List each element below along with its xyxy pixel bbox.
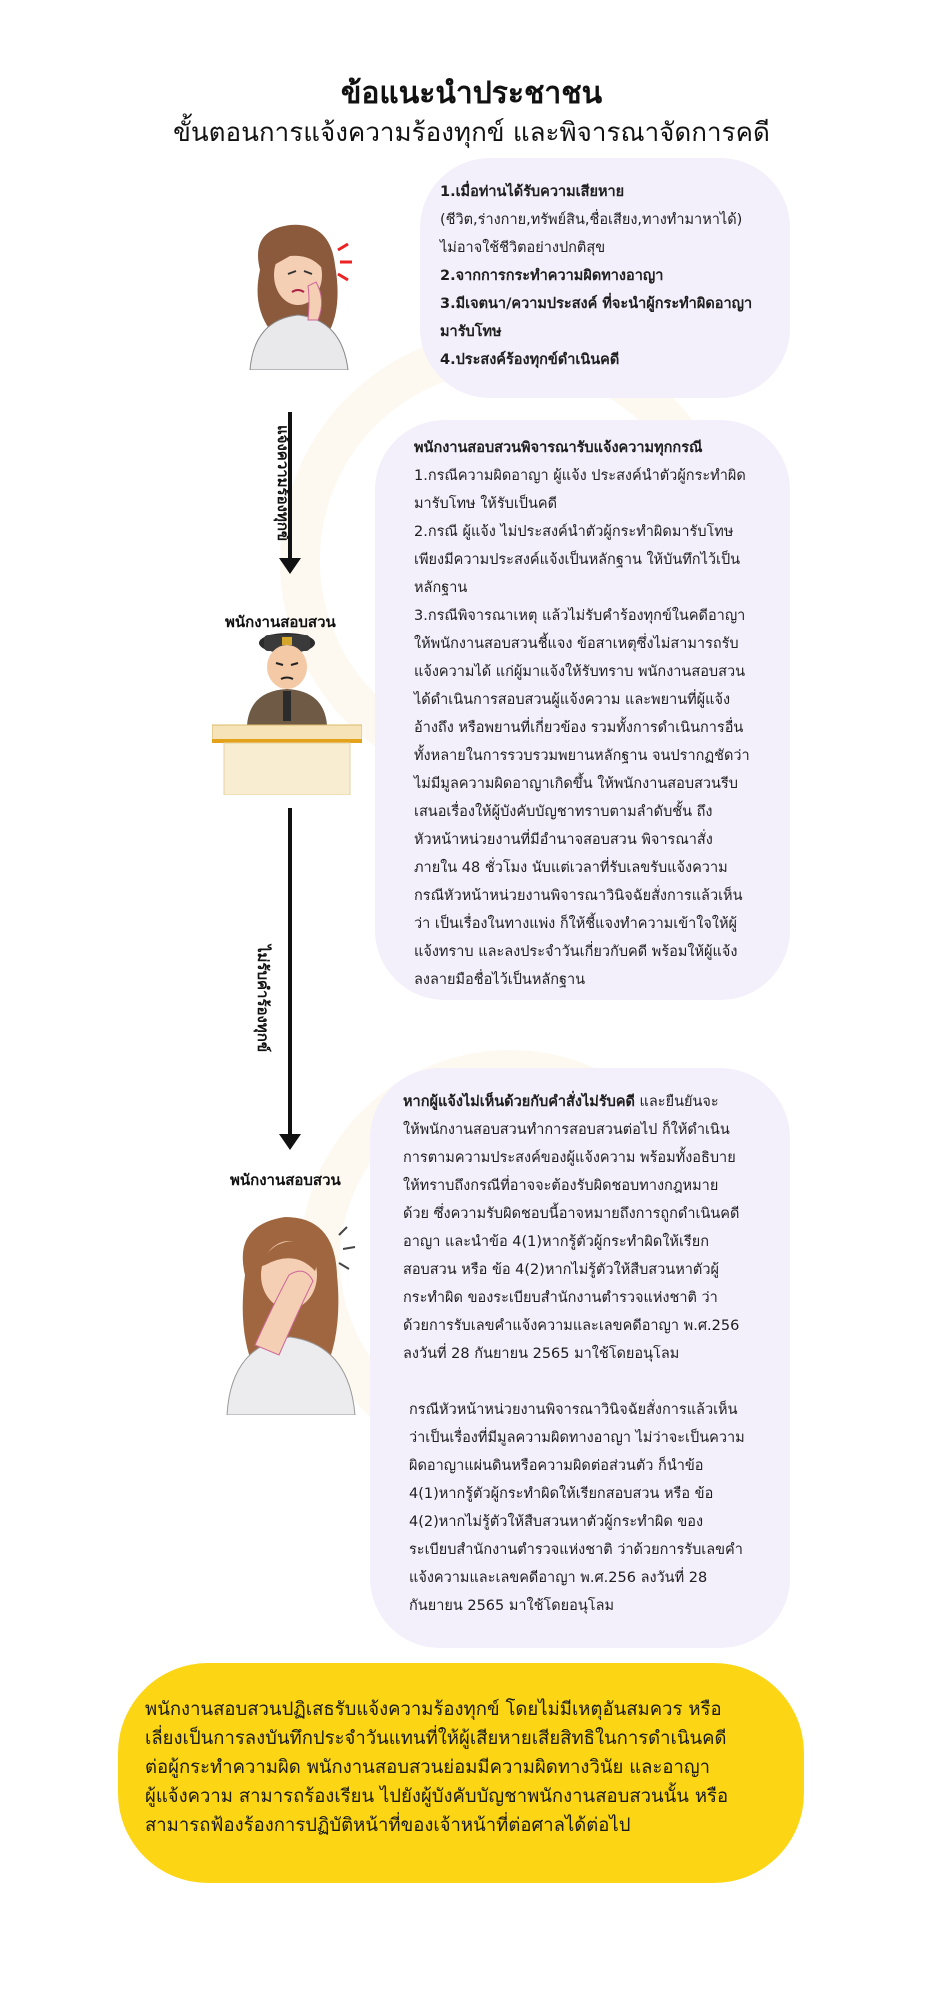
- flow-arrow-head-2: [279, 1134, 301, 1150]
- chief-decision-line: ว่าเป็นเรื่องที่มีมูลความผิดทางอาญา ไม่ว่าจะเป็นความ: [409, 1430, 745, 1446]
- consideration-line: เพียงมีความประสงค์แจ้งเป็นหลักฐาน ให้บันทึกไว้เป็น: [414, 552, 741, 568]
- disagreement-line: การตามความประสงค์ของผู้แจ้งความ พร้อมทั้งอธิบาย: [403, 1150, 736, 1166]
- condition-3: 3.มีเจตนา/ความประสงค์ ที่จะนำผู้กระทำผิดอาญา: [440, 296, 753, 312]
- consideration-line: ให้พนักงานสอบสวนชี้แจง ข้อสาเหตุซึ่งไม่สามารถรับ: [414, 636, 739, 652]
- condition-2: 2.จากการกระทำความผิดทางอาญา: [440, 268, 664, 284]
- chief-decision-line: 4(2)หากไม่รู้ตัวให้สืบสวนหาตัวผู้กระทำผิด ของ: [409, 1514, 704, 1530]
- consideration-line: 3.กรณีพิจารณาเหตุ แล้วไม่รับคำร้องทุกข์ในคดีอาญา: [414, 608, 746, 624]
- consideration-line: ทั้งหลายในการรวบรวมพยานหลักฐาน จนปรากฏชัดว่า: [414, 748, 750, 764]
- consideration-line: ไม่มีมูลความผิดอาญาเกิดขึ้น ให้พนักงานสอบสวนรีบ: [414, 776, 738, 792]
- conditions-text: [440, 178, 790, 374]
- condition-1-detail: (ชีวิต,ร่างกาย,ทรัพย์สิน,ชื่อเสียง,ทางทำมาหาได้): [440, 212, 743, 228]
- warning-text: [145, 1695, 785, 1840]
- officer-label-2: พนักงานสอบสวน: [230, 1171, 341, 1189]
- warning-line: พนักงานสอบสวนปฏิเสธรับแจ้งความร้องทุกข์ โดยไม่มีเหตุอันสมควร หรือ: [145, 1699, 722, 1720]
- disagreement-heading-rest: และยืนยันจะ: [634, 1094, 719, 1110]
- page-title: ข้อแนะนำประชาชน: [340, 76, 603, 111]
- flow-arrow-line-2: [288, 808, 292, 1138]
- disagreement-line: ให้ทราบถึงกรณีที่อาจจะต้องรับผิดชอบทางกฎหมาย: [403, 1178, 719, 1194]
- disagreement-line: อาญา และนำข้อ 4(1)หากรู้ตัวผู้กระทำผิดให้เรียก: [403, 1234, 709, 1250]
- consideration-line: มารับโทษ ให้รับเป็นคดี: [414, 496, 558, 512]
- consideration-line: เสนอเรื่องให้ผู้บังคับบัญชาทราบตามลำดับชั้น ถึง: [414, 804, 713, 820]
- consideration-line: หลักฐาน: [414, 580, 468, 596]
- consideration-line: ได้ดำเนินการสอบสวนผู้แจ้งความ และพยานที่ผู้แจ้ง: [414, 692, 731, 708]
- consideration-line: ภายใน 48 ชั่วโมง นับแต่เวลาที่รับเลขรับแจ้งความ: [414, 860, 728, 876]
- consideration-line: แจ้งความได้ แก่ผู้มาแจ้งให้รับทราบ พนักงานสอบสวน: [414, 664, 746, 680]
- upset-woman-illustration: [215, 1205, 365, 1415]
- warning-line: ผู้แจ้งความ สามารถร้องเรียน ไปยังผู้บังคับบัญชาพนักงานสอบสวนนั้น หรือ: [145, 1786, 729, 1807]
- consideration-heading: พนักงานสอบสวนพิจารณารับแจ้งความทุกกรณี: [414, 440, 703, 456]
- officer-label: พนักงานสอบสวน: [225, 613, 336, 631]
- chief-decision-line: ผิดอาญาแผ่นดินหรือความผิดต่อส่วนตัว ก็นำข้อ: [409, 1458, 704, 1474]
- officer-consideration-text: [414, 434, 784, 994]
- condition-1: 1.เมื่อท่านได้รับความเสียหาย: [440, 184, 625, 200]
- chief-decision-line: ระเบียบสำนักงานตำรวจแห่งชาติ ว่าด้วยการรับเลขคำ: [409, 1542, 743, 1558]
- disagreement-line: ให้พนักงานสอบสวนทำการสอบสวนต่อไป ก็ให้ดำเนิน: [403, 1122, 730, 1138]
- arrow-label-complaint: แจ้งความร้องทุกข์: [274, 425, 292, 542]
- disagreement-lines-2: [403, 1396, 778, 1620]
- warning-line: เลี่ยงเป็นการลงบันทึกประจำวันแทนที่ให้ผู้เสียหายเสียสิทธิในการดำเนินคดี: [145, 1728, 727, 1749]
- consideration-line: หัวหน้าหน่วยงานที่มีอำนาจสอบสวน พิจารณาสั่ง: [414, 832, 713, 848]
- police-officer-illustration: [212, 625, 362, 795]
- consideration-line: แจ้งทราบ และลงประจำวันเกี่ยวกับคดี พร้อมให้ผู้แจ้ง: [414, 944, 738, 960]
- chief-decision-line: กรณีหัวหน้าหน่วยงานพิจารณาวินิจฉัยสั่งการแล้วเห็น: [409, 1402, 738, 1418]
- consideration-line: 2.กรณี ผู้แจ้ง ไม่ประสงค์นำตัวผู้กระทำผิดมารับโทษ: [414, 524, 734, 540]
- condition-4: 4.ประสงค์ร้องทุกข์ดำเนินคดี: [440, 352, 620, 368]
- distressed-woman-illustration: [230, 210, 370, 370]
- disagreement-line: ด้วย ซึ่งความรับผิดชอบนี้อาจหมายถึงการถูกดำเนินคดี: [403, 1206, 740, 1222]
- consideration-line: ว่า เป็นเรื่องในทางแพ่ง ก็ให้ชี้แจงทำความเข้าใจให้ผู้: [414, 916, 738, 932]
- disagreement-lines: [403, 1116, 778, 1368]
- warning-line: สามารถฟ้องร้องการปฏิบัติหน้าที่ของเจ้าหน้าที่ต่อศาลได้ต่อไป: [145, 1815, 631, 1836]
- condition-1-detail-2: ไม่อาจใช้ชีวิตอย่างปกติสุข: [440, 240, 606, 256]
- chief-decision-line: 4(1)หากรู้ตัวผู้กระทำผิดให้เรียกสอบสวน หรือ ข้อ: [409, 1486, 714, 1502]
- chief-decision-line: กันยายน 2565 มาใช้โดยอนุโลม: [409, 1598, 615, 1614]
- disagreement-line: ด้วยการรับเลขคำแจ้งความและเลขคดีอาญา พ.ศ.256: [403, 1318, 740, 1334]
- disagreement-line: สอบสวน หรือ ข้อ 4(2)หากไม่รู้ตัวให้สืบสวนหาตัวผู้: [403, 1262, 719, 1278]
- page-subtitle: ขั้นตอนการแจ้งความร้องทุกข์ และพิจารณาจัดการคดี: [173, 118, 770, 148]
- arrow-label-rejected: ไม่รับคำร้องทุกข์: [254, 945, 272, 1053]
- consideration-line: อ้างถึง หรือพยานที่เกี่ยวข้อง รวมทั้งการดำเนินการอื่น: [414, 720, 744, 736]
- disagreement-line: กระทำผิด ของระเบียบสำนักงานตำรวจแห่งชาติ ว่า: [403, 1290, 718, 1306]
- flow-arrow-head: [279, 558, 301, 574]
- consideration-lines: [414, 462, 784, 994]
- consideration-line: 1.กรณีความผิดอาญา ผู้แจ้ง ประสงค์นำตัวผู้กระทำผิด: [414, 468, 746, 484]
- disagreement-line: ลงวันที่ 28 กันยายน 2565 มาใช้โดยอนุโลม: [403, 1346, 680, 1362]
- disagreement-text: [403, 1088, 778, 1620]
- warning-line: ต่อผู้กระทำความผิด พนักงานสอบสวนย่อมมีความผิดทางวินัย และอาญา: [145, 1757, 711, 1778]
- chief-decision-line: แจ้งความและเลขคดีอาญา พ.ศ.256 ลงวันที่ 28: [409, 1570, 708, 1586]
- consideration-line: กรณีหัวหน้าหน่วยงานพิจารณาวินิจฉัยสั่งการแล้วเห็น: [414, 888, 743, 904]
- consideration-line: ลงลายมือชื่อไว้เป็นหลักฐาน: [414, 972, 586, 988]
- disagreement-heading: หากผู้แจ้งไม่เห็นด้วยกับคำสั่งไม่รับคดี: [403, 1094, 635, 1110]
- condition-3-cont: มารับโทษ: [440, 324, 502, 340]
